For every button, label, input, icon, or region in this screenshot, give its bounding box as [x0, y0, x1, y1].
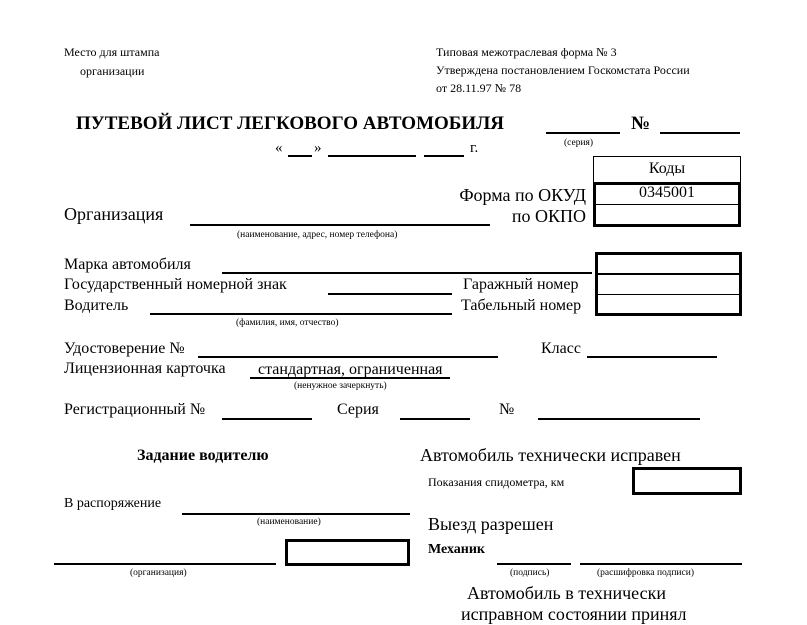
license-card-caption: (ненужное зачеркнуть)	[294, 381, 387, 391]
date-year-line[interactable]	[424, 155, 464, 157]
stamp-label-line2: организации	[80, 64, 145, 78]
task-title: Задание водителю	[137, 447, 269, 464]
signature-caption: (подпись)	[510, 568, 550, 578]
accepted-line2: исправном состоянии принял	[461, 604, 687, 624]
license-card-line[interactable]	[250, 377, 450, 379]
okud-label: Форма по ОКУД	[459, 185, 586, 205]
disposal-name-caption: (наименование)	[257, 517, 321, 527]
task-code-box	[285, 539, 410, 566]
registration-number-line[interactable]	[538, 418, 700, 420]
license-line[interactable]	[198, 356, 498, 358]
organization-label: Организация	[64, 204, 164, 224]
date-year-suffix: г.	[470, 140, 479, 156]
okud-value: 0345001	[639, 184, 695, 201]
accepted-line1: Автомобиль в технически	[467, 583, 666, 603]
page-title: ПУТЕВОЙ ЛИСТ ЛЕГКОВОГО АВТОМОБИЛЯ	[76, 113, 505, 134]
disposal-org-caption: (организация)	[130, 568, 187, 578]
date-month-line[interactable]	[328, 155, 416, 157]
codes-header: Коды	[648, 160, 686, 177]
mechanic-label: Механик	[428, 542, 485, 557]
series-caption: (серия)	[564, 138, 594, 148]
registration-number-label: №	[499, 401, 515, 418]
departure-label: Выезд разрешен	[428, 514, 554, 534]
form-info-line1: Типовая межотраслевая форма № 3	[436, 45, 617, 59]
car-codes-divider-1	[598, 273, 739, 275]
driver-caption: (фамилия, имя, отчество)	[236, 318, 339, 328]
registration-series-label: Серия	[337, 401, 379, 418]
date-open-quote: «	[275, 140, 283, 156]
odometer-box	[632, 467, 742, 495]
series-line[interactable]	[546, 132, 620, 134]
plate-label: Государственный номерной знак	[64, 276, 287, 293]
okpo-label: по ОКПО	[511, 206, 586, 226]
form-info-line2: Утверждена постановлением Госкомстата России	[436, 63, 690, 77]
form-info-line3: от 28.11.97 № 78	[436, 81, 522, 95]
license-card-value: стандартная, ограниченная	[258, 361, 443, 378]
organization-line[interactable]	[190, 224, 490, 226]
mechanic-signature-line[interactable]	[497, 563, 571, 565]
date-close-quote: »	[314, 140, 322, 156]
odometer-label: Показания спидометра, км	[428, 475, 565, 489]
car-brand-line[interactable]	[222, 272, 592, 274]
car-codes-divider-2	[598, 294, 739, 295]
car-brand-label: Марка автомобиля	[64, 256, 191, 273]
date-day-line[interactable]	[288, 155, 312, 157]
registration-label: Регистрационный №	[64, 401, 206, 418]
stamp-label-line1: Место для штампа	[64, 45, 160, 59]
mechanic-decode-line[interactable]	[580, 563, 742, 565]
car-codes-box	[595, 252, 742, 316]
plate-line[interactable]	[328, 293, 452, 295]
number-line[interactable]	[660, 132, 740, 134]
license-card-label: Лицензионная карточка	[64, 360, 226, 377]
number-sign: №	[631, 113, 651, 134]
registration-line[interactable]	[222, 418, 312, 420]
tabel-label: Табельный номер	[461, 297, 582, 314]
license-label: Удостоверение №	[64, 340, 185, 357]
disposal-line[interactable]	[182, 513, 410, 515]
disposal-label: В распоряжение	[64, 496, 162, 511]
garage-label: Гаражный номер	[463, 276, 579, 293]
driver-line[interactable]	[150, 313, 452, 315]
codes-divider	[596, 204, 738, 205]
organization-task-line[interactable]	[54, 563, 276, 565]
organization-caption: (наименование, адрес, номер телефона)	[237, 230, 398, 240]
technical-ok-label: Автомобиль технически исправен	[420, 445, 681, 465]
registration-series-line[interactable]	[400, 418, 470, 420]
class-label: Класс	[541, 340, 581, 357]
driver-label: Водитель	[64, 297, 129, 314]
class-line[interactable]	[587, 356, 717, 358]
signature-decode-caption: (расшифровка подписи)	[597, 568, 694, 578]
